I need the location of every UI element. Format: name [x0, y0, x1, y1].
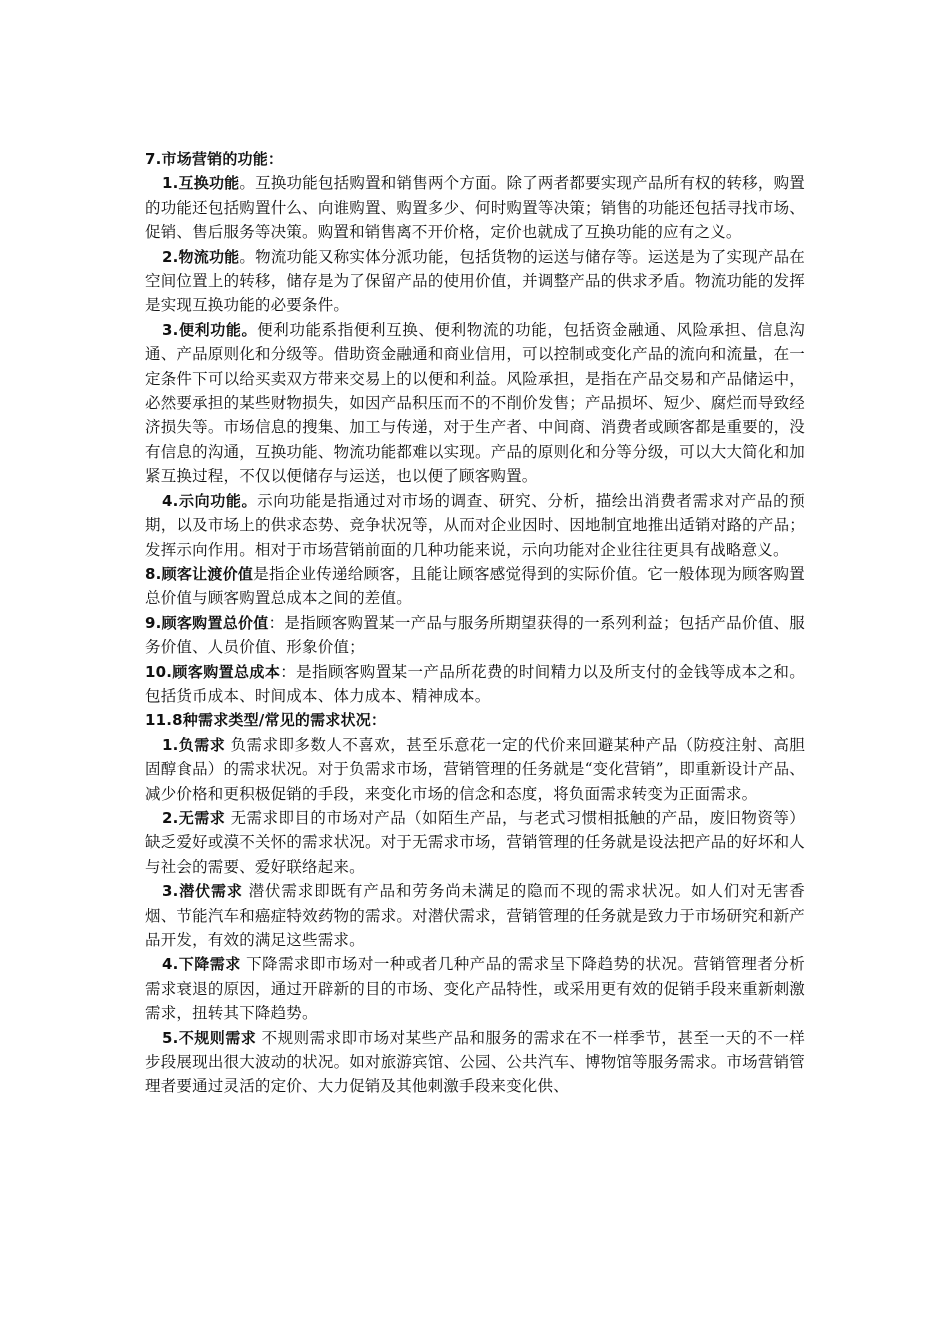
s7-item-2	[145, 245, 805, 318]
section-8-text: 是指企业传递给顾客，且能让顾客感觉得到的实际价值。它一般体现为顾客购置总价值与顾客购置总成本之间的差值。	[145, 564, 805, 608]
s7-item-4-head: 4.示向功能。	[162, 491, 258, 510]
section-10-text: ：是指顾客购置某一产品所花费的时间精力以及所支付的金钱等成本之和。包括货币成本、时间成本、体力成本、精神成本。	[145, 662, 806, 705]
section-10-head: 10.顾客购置总成本	[145, 662, 281, 681]
s7-item-1-text: 。互换功能包括购置和销售两个方面。除了两者都要实现产品所有权的转移，购置的功能还包括购置什么、向谁购置、购置多少、何时购置等决策；销售的功能还包括寻找市场、促销、售后服务等决策。购置和销售离不开价格，定价也就成了互换功能的应有之义。	[145, 174, 806, 242]
section-11-title: 11.8种需求类型/常见的需求状况：	[145, 711, 387, 730]
s7-item-4-text: 示向功能是指通过对市场的调查、研究、分析，描绘出消费者需求对产品的预期，以及市场上的供求态势、竞争状况等，从而对企业因时、因地制宜地推出适销对路的产品；发挥示向作用。相对于市场营销前面的几种功能来说，示向功能对企业往往更具有战略意义。	[145, 491, 805, 559]
s11-item-3-text: 潜伏需求即既有产品和劳务尚未满足的隐而不现的需求状况。如人们对无害香烟、节能汽车和癌症特效药物的需求。对潜伏需求，营销管理的任务就是致力于市场研究和新产品开发，有效的满足这些需求。	[145, 882, 805, 949]
s11-item-1-head: 1.负需求	[162, 735, 226, 754]
s7-item-1-head: 1.互换功能	[162, 174, 240, 193]
section-7-title: 7.市场营销的功能：	[145, 150, 284, 168]
s11-item-2	[145, 806, 805, 879]
s11-item-5	[145, 1026, 805, 1099]
section-9	[145, 611, 805, 660]
s11-item-4-text: 下降需求即市场对一种或者几种产品的需求呈下降趋势的状况。营销管理者分析需求衰退的原因，通过开辟新的目的市场、变化产品特性，或采用更有效的促销手段来重新刺激需求，扭转其下降趋势。	[145, 955, 805, 1023]
section-8	[145, 562, 805, 611]
section-10	[145, 660, 805, 709]
s11-item-2-head: 2.无需求	[162, 808, 226, 827]
s11-item-5-text: 不规则需求即市场对某些产品和服务的需求在不一样季节，甚至一天的不一样步段展现出很大波动的状况。如对旅游宾馆、公园、公共汽车、博物馆等服务需求。市场营销管理者要通过灵活的定价、大力促销及其他刺激手段来变化供、	[145, 1028, 805, 1096]
s11-item-3-head: 3.潜伏需求	[162, 882, 243, 901]
section-9-head: 9.顾客购置总价值	[145, 613, 269, 632]
s11-item-2-text: 无需求即目的市场对产品（如陌生产品，与老式习惯相抵触的产品，废旧物资等）缺乏爱好或漠不关怀的需求状况。对于无需求市场，营销管理的任务就是设法把产品的好坏和人与社会的需要、爱好联络起来。	[145, 808, 805, 876]
s11-item-3	[145, 879, 805, 952]
s7-item-2-text: 。物流功能又称实体分派功能，包括货物的运送与储存等。运送是为了实现产品在空间位置上的转移，储存是为了保留产品的使用价值，并调整产品的供求矛盾。物流功能的发挥是实现互换功能的必要条件。	[145, 247, 806, 315]
s11-item-4	[145, 952, 805, 1025]
s11-item-5-head: 5.不规则需求	[162, 1028, 257, 1047]
s11-item-4-head: 4.下降需求	[162, 955, 241, 974]
s7-item-4	[145, 489, 805, 562]
s7-item-1	[145, 171, 805, 244]
section-8-head: 8.顾客让渡价值	[145, 564, 254, 583]
s7-item-3-text: 便利功能系指便利互换、便利物流的功能，包括资金融通、风险承担、信息沟通、产品原则化和分级等。借助资金融通和商业信用，可以控制或变化产品的流向和流量，在一定条件下可以给买卖双方带来交易上的以便和利益。风险承担，是指在产品交易和产品储运中，必然要承担的某些财物损失，如因产品积压而不的不削价发售；产品损坏、短少、腐烂而导致经济损失等。市场信息的搜集、加工与传递，对于生产者、中间商、消费者或顾客都是重要的，没有信息的沟通，互换功能、物流功能都难以实现。产品的原则化和分等分级，可以大大简化和加紧互换过程，不仅以便储存与运送，也以便了顾客购置。	[145, 320, 805, 486]
s7-item-3	[145, 318, 805, 489]
s7-item-3-head: 3.便利功能。	[162, 320, 258, 339]
section-9-text: ：是指顾客购置某一产品与服务所期望获得的一系列利益；包括产品价值、服务价值、人员价值、形象价值；	[145, 613, 805, 657]
s11-item-1-text: 负需求即多数人不喜欢，甚至乐意花一定的代价来回避某种产品（防疫注射、高胆固醇食品）的需求状况。对于负需求市场，营销管理的任务就是“变化营销”，即重新设计产品、减少价格和更积极促销的手段，来变化市场的信念和态度，将负面需求转变为正面需求。	[145, 735, 805, 803]
s11-item-1	[145, 733, 805, 806]
document-page	[145, 147, 805, 1099]
s7-item-2-head: 2.物流功能	[162, 247, 240, 266]
